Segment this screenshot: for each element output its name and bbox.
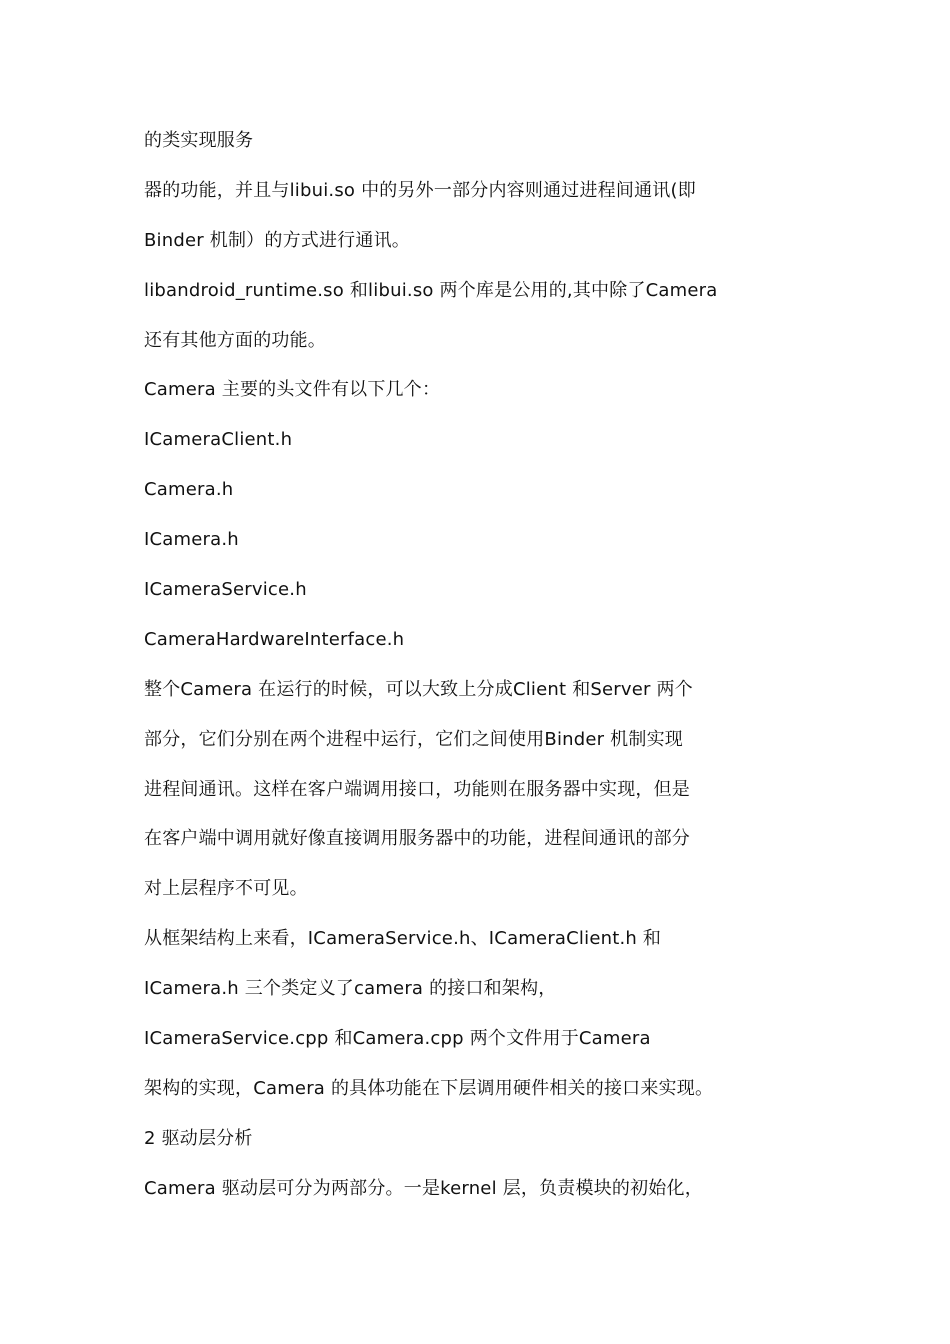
header-file-item: ICamera.h [144,529,239,551]
text-line: 架构的实现，Camera 的具体功能在下层调用硬件相关的接口来实现。 [144,1077,714,1099]
section-heading: 2 驱动层分析 [144,1127,253,1149]
header-file-item: CameraHardwareInterface.h [144,628,405,650]
document-body [144,124,824,1222]
text-line: 器的功能，并且与libui.so 中的另外一部分内容则通过进程间通讯(即 [144,179,696,201]
text-line: 整个Camera 在运行的时候，可以大致上分成Client 和Server 两个 [144,678,693,700]
header-file-item: ICameraService.h [144,579,307,601]
text-line: 在客户端中调用就好像直接调用服务器中的功能，进程间通讯的部分 [144,828,690,850]
text-line: 从框架结构上来看，ICameraService.h、ICameraClient.h 和 [144,928,662,950]
text-line: ICamera.h 三个类定义了camera 的接口和架构， [144,978,557,1000]
text-line: 的类实现服务 [144,130,254,151]
text-line: libandroid_runtime.so 和libui.so 两个库是公用的,其中除了Camera [144,279,718,301]
header-file-item: Camera.h [144,479,234,501]
text-line: 进程间通讯。这样在客户端调用接口，功能则在服务器中实现，但是 [144,778,690,800]
text-line: Camera 驱动层可分为两部分。一是kernel 层，负责模块的初始化， [144,1177,703,1199]
text-line: 还有其他方面的功能。 [144,329,326,351]
text-line: Binder 机制）的方式进行通讯。 [144,229,410,251]
text-line: ICameraService.cpp 和Camera.cpp 两个文件用于Camera [144,1028,651,1050]
text-line: Camera 主要的头文件有以下几个： [144,379,441,401]
text-line: 部分，它们分别在两个进程中运行，它们之间使用Binder 机制实现 [144,728,683,750]
header-file-item: ICameraClient.h [144,429,293,451]
text-line: 对上层程序不可见。 [144,878,308,900]
